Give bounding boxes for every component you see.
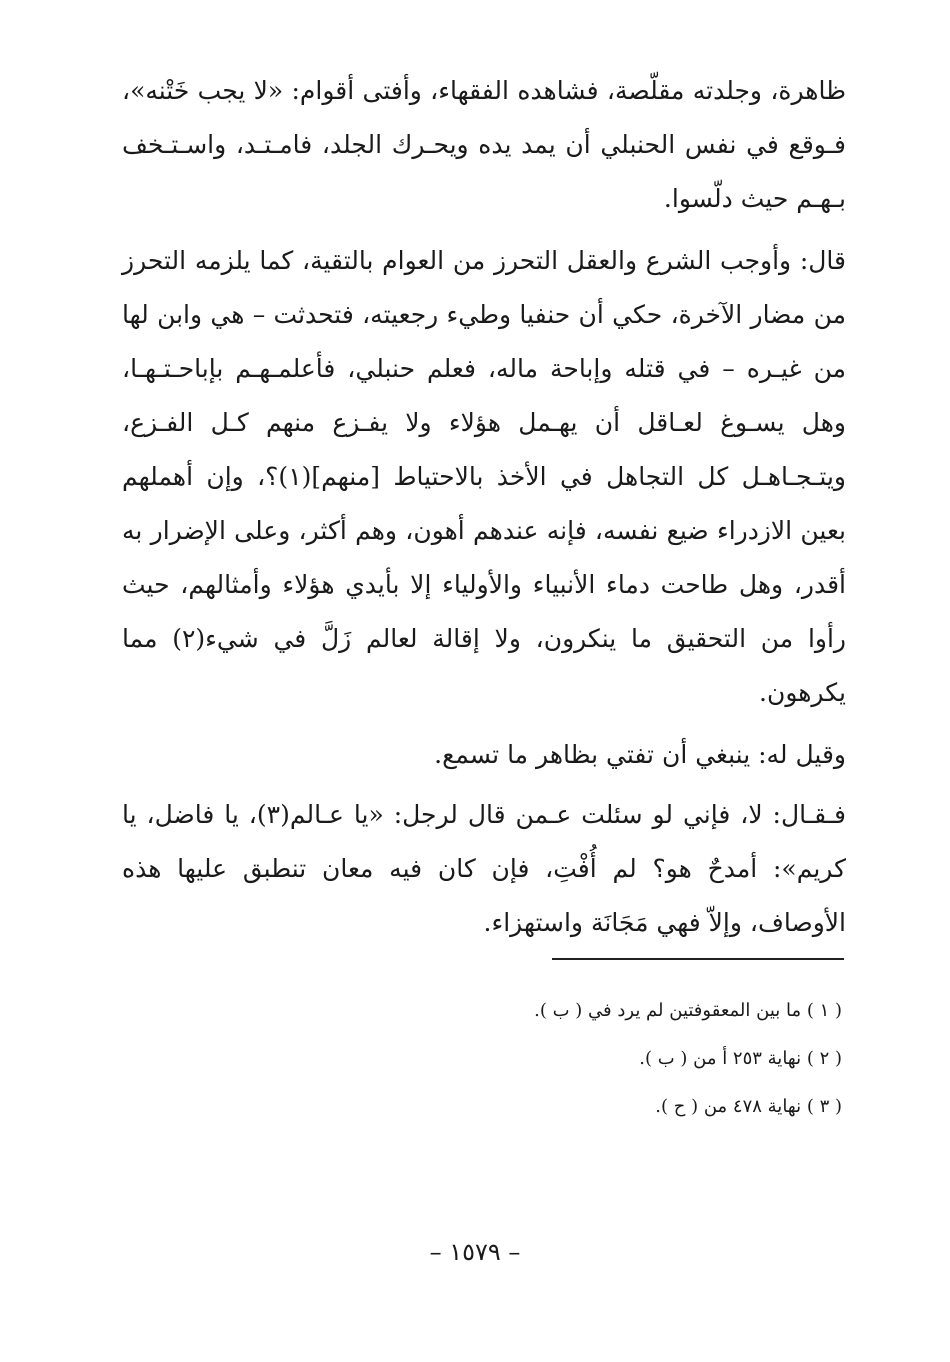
main-text	[122, 64, 846, 958]
page-number: – ١٥٧٩ –	[429, 1238, 521, 1266]
footnote-3: ( ٣ ) نهاية ٤٧٨ من ( ح ).	[655, 1096, 842, 1117]
footnote-2: ( ٢ ) نهاية ٢٥٣ أ من ( ب ).	[639, 1048, 842, 1069]
footnote-separator	[552, 958, 844, 960]
footnote-1: ( ١ ) ما بين المعقوفتين لم يرد في ( ب ).	[534, 1000, 842, 1021]
paragraph-2: قال: وأوجب الشرع والعقل التحرز من العوام بالتقية، كما يلزمه التحرز من مضار الآخرة، حكي أن حنفيا وطيء رجعيته، فتحدثت – هي وابن لها من غيـره – في قتله وإباحة ماله، فعلم حنبلي، فأعلمـهـم بإباحـتـهـا، وهل يسـوغ لعـاقل أن يهـمل هؤلاء ولا يفـزع منهم كـل الفـزع، ويتـجـاهـل كل التجاهل في الأخذ بالاحتياط [منهم](١)؟، وإن أهملهم بعين الازدراء ضيع نفسه، فإنه عندهم أهون، وهم أكثر، وعلى الإضرار به أقدر، وهل طاحت دماء الأنبياء والأولياء إلا بأيدي هؤلاء وأمثالهم، حيث رأوا من التحقيق ما ينكرون، ولا إقالة لعالم زَلَّ في شيء(٢) مما يكرهون.	[122, 246, 847, 707]
footnotes	[300, 990, 842, 1134]
paragraph-4: فـقـال: لا، فإني لو سئلت عـمن قال لرجل: «يا عـالم(٣)، يا فاضل، يا كريم»: أمدحٌ هو؟ لم أُفْتِ، فإن كان فيه معان تنطبق عليها هذه الأوصاف، وإلاّ فهي مَجَانَة واستهزاء.	[122, 800, 846, 937]
paragraph-3: وقيل له: ينبغي أن تفتي بظاهر ما تسمع.	[434, 740, 846, 769]
paragraph-1: ظاهرة، وجلدته مقلّصة، فشاهده الفقهاء، وأفتى أقوام: «لا يجب خَتْنه»، فـوقع في نفس الحنبلي أن يمد يده ويحـرك الجلد، فامـتـد، واسـتـخف بـهـم حيث دلّسوا.	[122, 76, 846, 213]
